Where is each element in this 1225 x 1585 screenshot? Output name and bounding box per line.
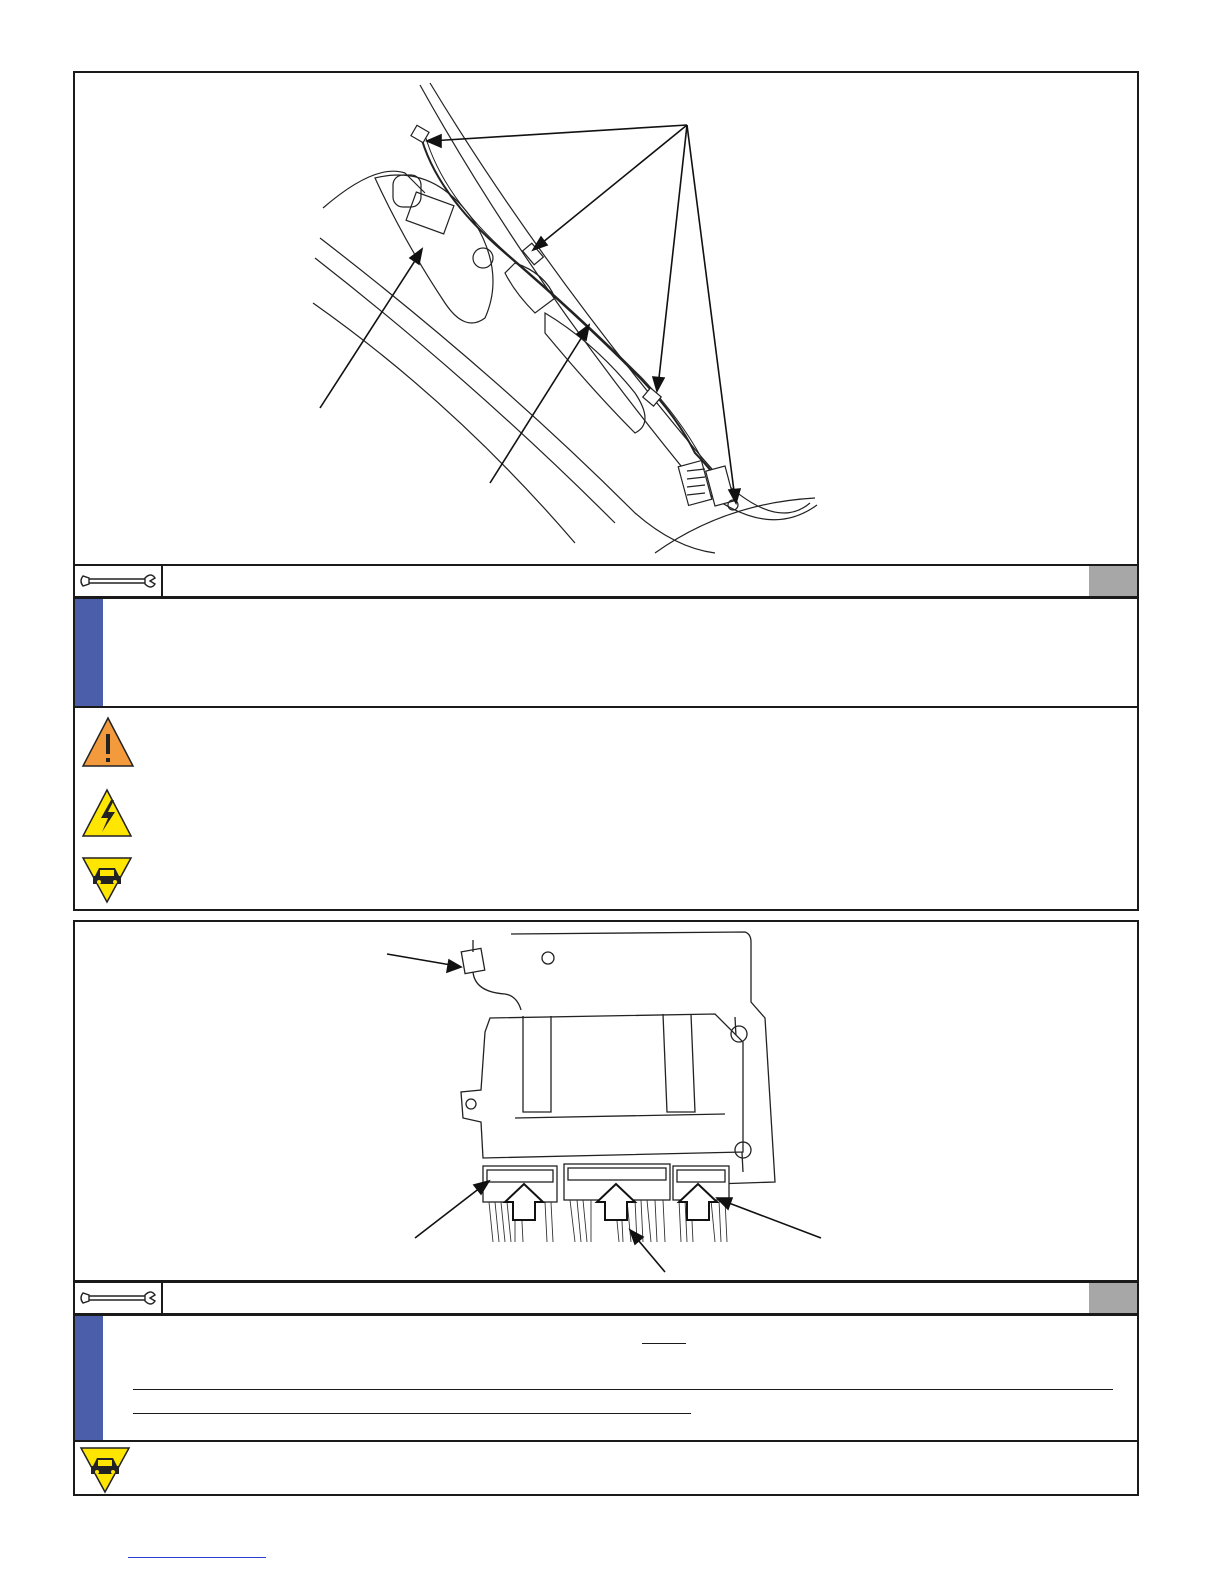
- figure-2-toolbar: [73, 1281, 1139, 1315]
- caution-icon: [81, 716, 135, 768]
- step-number-cell: [1089, 566, 1137, 596]
- figure-2-panel: [73, 920, 1139, 1282]
- control-module-illustration: [75, 922, 1137, 1280]
- vehicle-icon: [79, 1446, 131, 1494]
- figure-1-panel: [73, 71, 1139, 566]
- step-bar: [75, 1316, 103, 1440]
- wrench-icon: [75, 1283, 159, 1313]
- notes-1: [73, 706, 1139, 911]
- step-1-instructions: [73, 597, 1139, 708]
- notes-2: [73, 1440, 1139, 1496]
- underline-long: [133, 1389, 1113, 1390]
- underline-medium: [133, 1413, 691, 1414]
- underline-short: [642, 1343, 686, 1344]
- footer-link-underline[interactable]: [128, 1557, 266, 1558]
- wrench-cell: [75, 566, 163, 596]
- step-2-instructions: [73, 1314, 1139, 1442]
- electrical-hazard-icon: [81, 788, 133, 838]
- wrench-icon: [75, 566, 159, 596]
- wrench-cell: [75, 1283, 163, 1313]
- step-number-cell: [1089, 1283, 1137, 1313]
- step-bar: [75, 599, 103, 706]
- pillar-harness-illustration: [75, 73, 1137, 564]
- figure-1-toolbar: [73, 564, 1139, 598]
- vehicle-icon: [81, 856, 133, 904]
